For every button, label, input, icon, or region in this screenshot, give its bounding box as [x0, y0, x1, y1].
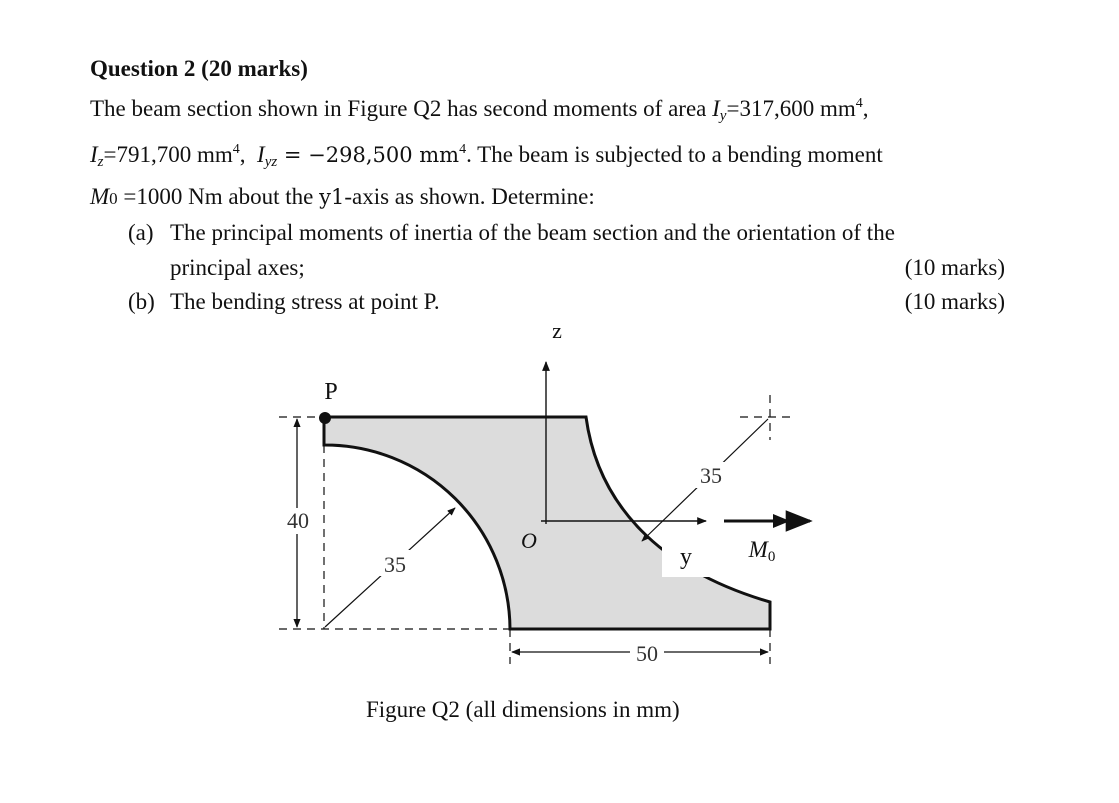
dim-40-label: 40: [287, 508, 309, 533]
determine-text: -axis as shown. Determine:: [344, 183, 595, 209]
iz-subscript: z: [97, 154, 104, 170]
iz-value: =791,700 mm: [103, 142, 233, 167]
iyz-subscript: yz: [264, 154, 278, 170]
iy-exponent: 4: [855, 95, 863, 111]
iyz-exponent: 4: [459, 142, 467, 157]
m0-symbol: M: [90, 183, 110, 209]
iy-symbol: I: [712, 95, 720, 121]
m0-subscript: 0: [109, 188, 118, 208]
item-a-cont: principal axes;: [170, 254, 305, 280]
m0-text: =1000 Nm about the: [117, 183, 320, 209]
figure-caption: Figure Q2 (all dimensions in mm): [366, 697, 680, 722]
intro-tail: . The beam is subjected to a bending moment: [466, 142, 883, 167]
item-a-marks: (10 marks): [904, 254, 1005, 280]
iz-symbol: I: [90, 142, 98, 167]
dim-50-label: 50: [636, 641, 658, 666]
question-title: Question 2 (20 marks): [90, 56, 308, 81]
y-label-bg: [662, 535, 724, 577]
radius-left-label: 35: [384, 552, 406, 577]
moment-label-subscript: 0: [767, 549, 776, 565]
iy-subscript: y: [719, 107, 727, 124]
moment-label: [748, 537, 776, 565]
item-b-label: (b): [128, 289, 155, 314]
iyz-symbol: I: [257, 142, 265, 167]
item-b-marks: (10 marks): [904, 289, 1005, 314]
intro-text: The beam section shown in Figure Q2 has second moments of area: [90, 95, 713, 121]
moment-label-symbol: M: [748, 537, 768, 562]
y1-symbol: y1: [319, 184, 345, 209]
beam-section: [324, 417, 770, 629]
comma-2: ,: [239, 142, 246, 167]
comma-1: ,: [862, 95, 869, 121]
origin-label: O: [521, 528, 537, 553]
point-p-marker: [319, 412, 331, 424]
point-p-label: P: [324, 379, 338, 405]
iy-value: =317,600 mm: [726, 95, 856, 121]
y-axis-label: y: [680, 544, 692, 570]
z-axis-label: z: [552, 318, 562, 343]
item-a-label: (a): [128, 220, 154, 245]
item-a-text: The principal moments of inertia of the beam section and the orientation of the: [170, 220, 895, 245]
item-b-text: The bending stress at point P.: [170, 289, 440, 314]
radius-right-label: 35: [700, 463, 722, 488]
iyz-value: = −298,500 mm: [277, 143, 460, 167]
iz-exponent: 4: [232, 142, 240, 157]
moment-second-head: [773, 514, 790, 528]
